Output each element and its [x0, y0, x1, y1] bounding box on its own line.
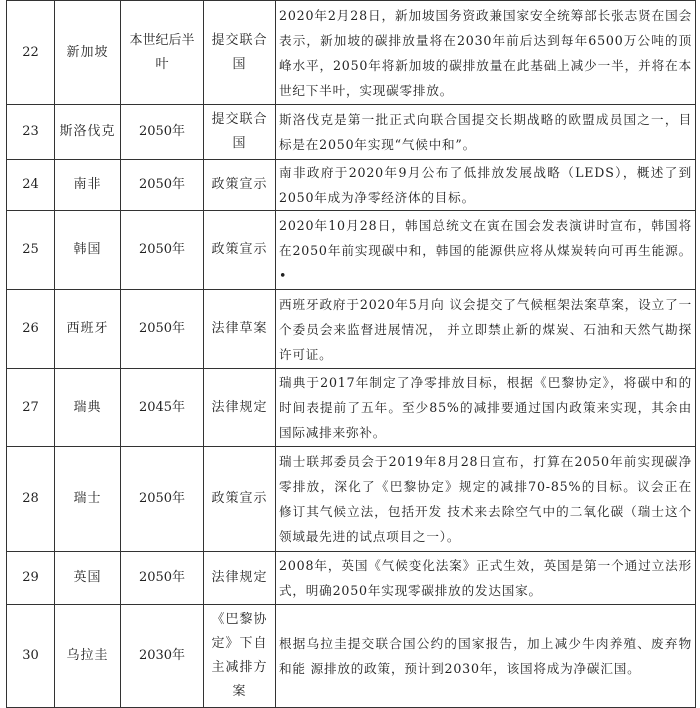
country-name: 瑞士 [55, 447, 121, 552]
row-number: 22 [7, 1, 55, 105]
target-year: 2050年 [121, 105, 204, 160]
table-row [7, 1, 696, 105]
target-year: 2045年 [121, 369, 204, 447]
row-number: 26 [7, 290, 55, 369]
commitment-form: 《巴黎协定》下自主减排方案 [204, 605, 276, 708]
row-number: 25 [7, 211, 55, 290]
row-number: 27 [7, 369, 55, 447]
country-name: 南非 [55, 160, 121, 211]
country-name: 乌拉圭 [55, 605, 121, 708]
detail-text: 根据乌拉圭提交联合国公约的国家报告，加上减少牛肉养殖、废弃物和能 源排放的政策，预计到2030年，该国将成为净碳汇国。 [276, 605, 696, 708]
commitment-form: 提交联合国 [204, 105, 276, 160]
row-number: 28 [7, 447, 55, 552]
target-year: 2050年 [121, 160, 204, 211]
commitment-form: 政策宣示 [204, 211, 276, 290]
target-year: 2050年 [121, 211, 204, 290]
target-year: 2050年 [121, 447, 204, 552]
row-number: 29 [7, 552, 55, 605]
country-name: 瑞典 [55, 369, 121, 447]
row-number: 23 [7, 105, 55, 160]
detail-text: 2020年10月28日，韩国总统文在寅在国会发表演讲时宣布，韩国将在2050年前实现碳中和，韩国的能源供应将从煤炭转向可再生能源。• [276, 211, 696, 290]
table-row [7, 105, 696, 160]
table-row [7, 447, 696, 552]
commitment-form: 政策宣示 [204, 447, 276, 552]
detail-text: 瑞士联邦委员会于2019年8月28日宣布，打算在2050年前实现碳净零排放，深化了《巴黎协定》规定的减排70-85%的目标。议会正在修订其气候立法，包括开发 技术来去除空气中的二氧化碳（瑞士这个领域最先进的试点项目之一）。 [276, 447, 696, 552]
detail-text: 2020年2月28日，新加坡国务资政兼国家安全统筹部长张志贤在国会表示，新加坡的碳排放量将在2030年前后达到每年6500万公吨的顶峰水平，2050年将新加坡的碳排放量在此基础上减少一半，并将在本世纪下半叶，实现碳零排放。 [276, 1, 696, 105]
country-name: 新加坡 [55, 1, 121, 105]
table-row [7, 605, 696, 708]
commitment-form: 法律规定 [204, 552, 276, 605]
commitment-form: 政策宣示 [204, 160, 276, 211]
detail-text: 瑞典于2017年制定了净零排放目标，根据《巴黎协定》，将碳中和的时间表提前了五年。至少85%的减排要通过国内政策来实现，其余由国际减排来弥补。 [276, 369, 696, 447]
row-number: 30 [7, 605, 55, 708]
detail-text: 西班牙政府于2020年5月向 议会提交了气候框架法案草案，设立了一个委员会来监督进展情况， 并立即禁止新的煤炭、石油和天然气勘探许可证。 [276, 290, 696, 369]
country-name: 西班牙 [55, 290, 121, 369]
target-year: 本世纪后半叶 [121, 1, 204, 105]
table-row [7, 369, 696, 447]
detail-text: 2008年，英国《气候变化法案》正式生效，英国是第一个通过立法形式，明确2050年实现零碳排放的发达国家。 [276, 552, 696, 605]
detail-text: 南非政府于2020年9月公布了低排放发展战略（LEDS），概述了到2050年成为净零经济体的目标。 [276, 160, 696, 211]
row-number: 24 [7, 160, 55, 211]
country-name: 英国 [55, 552, 121, 605]
target-year: 2050年 [121, 290, 204, 369]
table-row [7, 290, 696, 369]
commitment-form: 提交联合国 [204, 1, 276, 105]
target-year: 2030年 [121, 605, 204, 708]
table-row [7, 160, 696, 211]
carbon-neutrality-table [6, 0, 696, 708]
country-name: 韩国 [55, 211, 121, 290]
table-row [7, 552, 696, 605]
detail-text: 斯洛伐克是第一批正式向联合国提交长期战略的欧盟成员国之一，目标是在2050年实现“气候中和”。 [276, 105, 696, 160]
country-name: 斯洛伐克 [55, 105, 121, 160]
table-row [7, 211, 696, 290]
commitment-form: 法律规定 [204, 369, 276, 447]
target-year: 2050年 [121, 552, 204, 605]
commitment-form: 法律草案 [204, 290, 276, 369]
